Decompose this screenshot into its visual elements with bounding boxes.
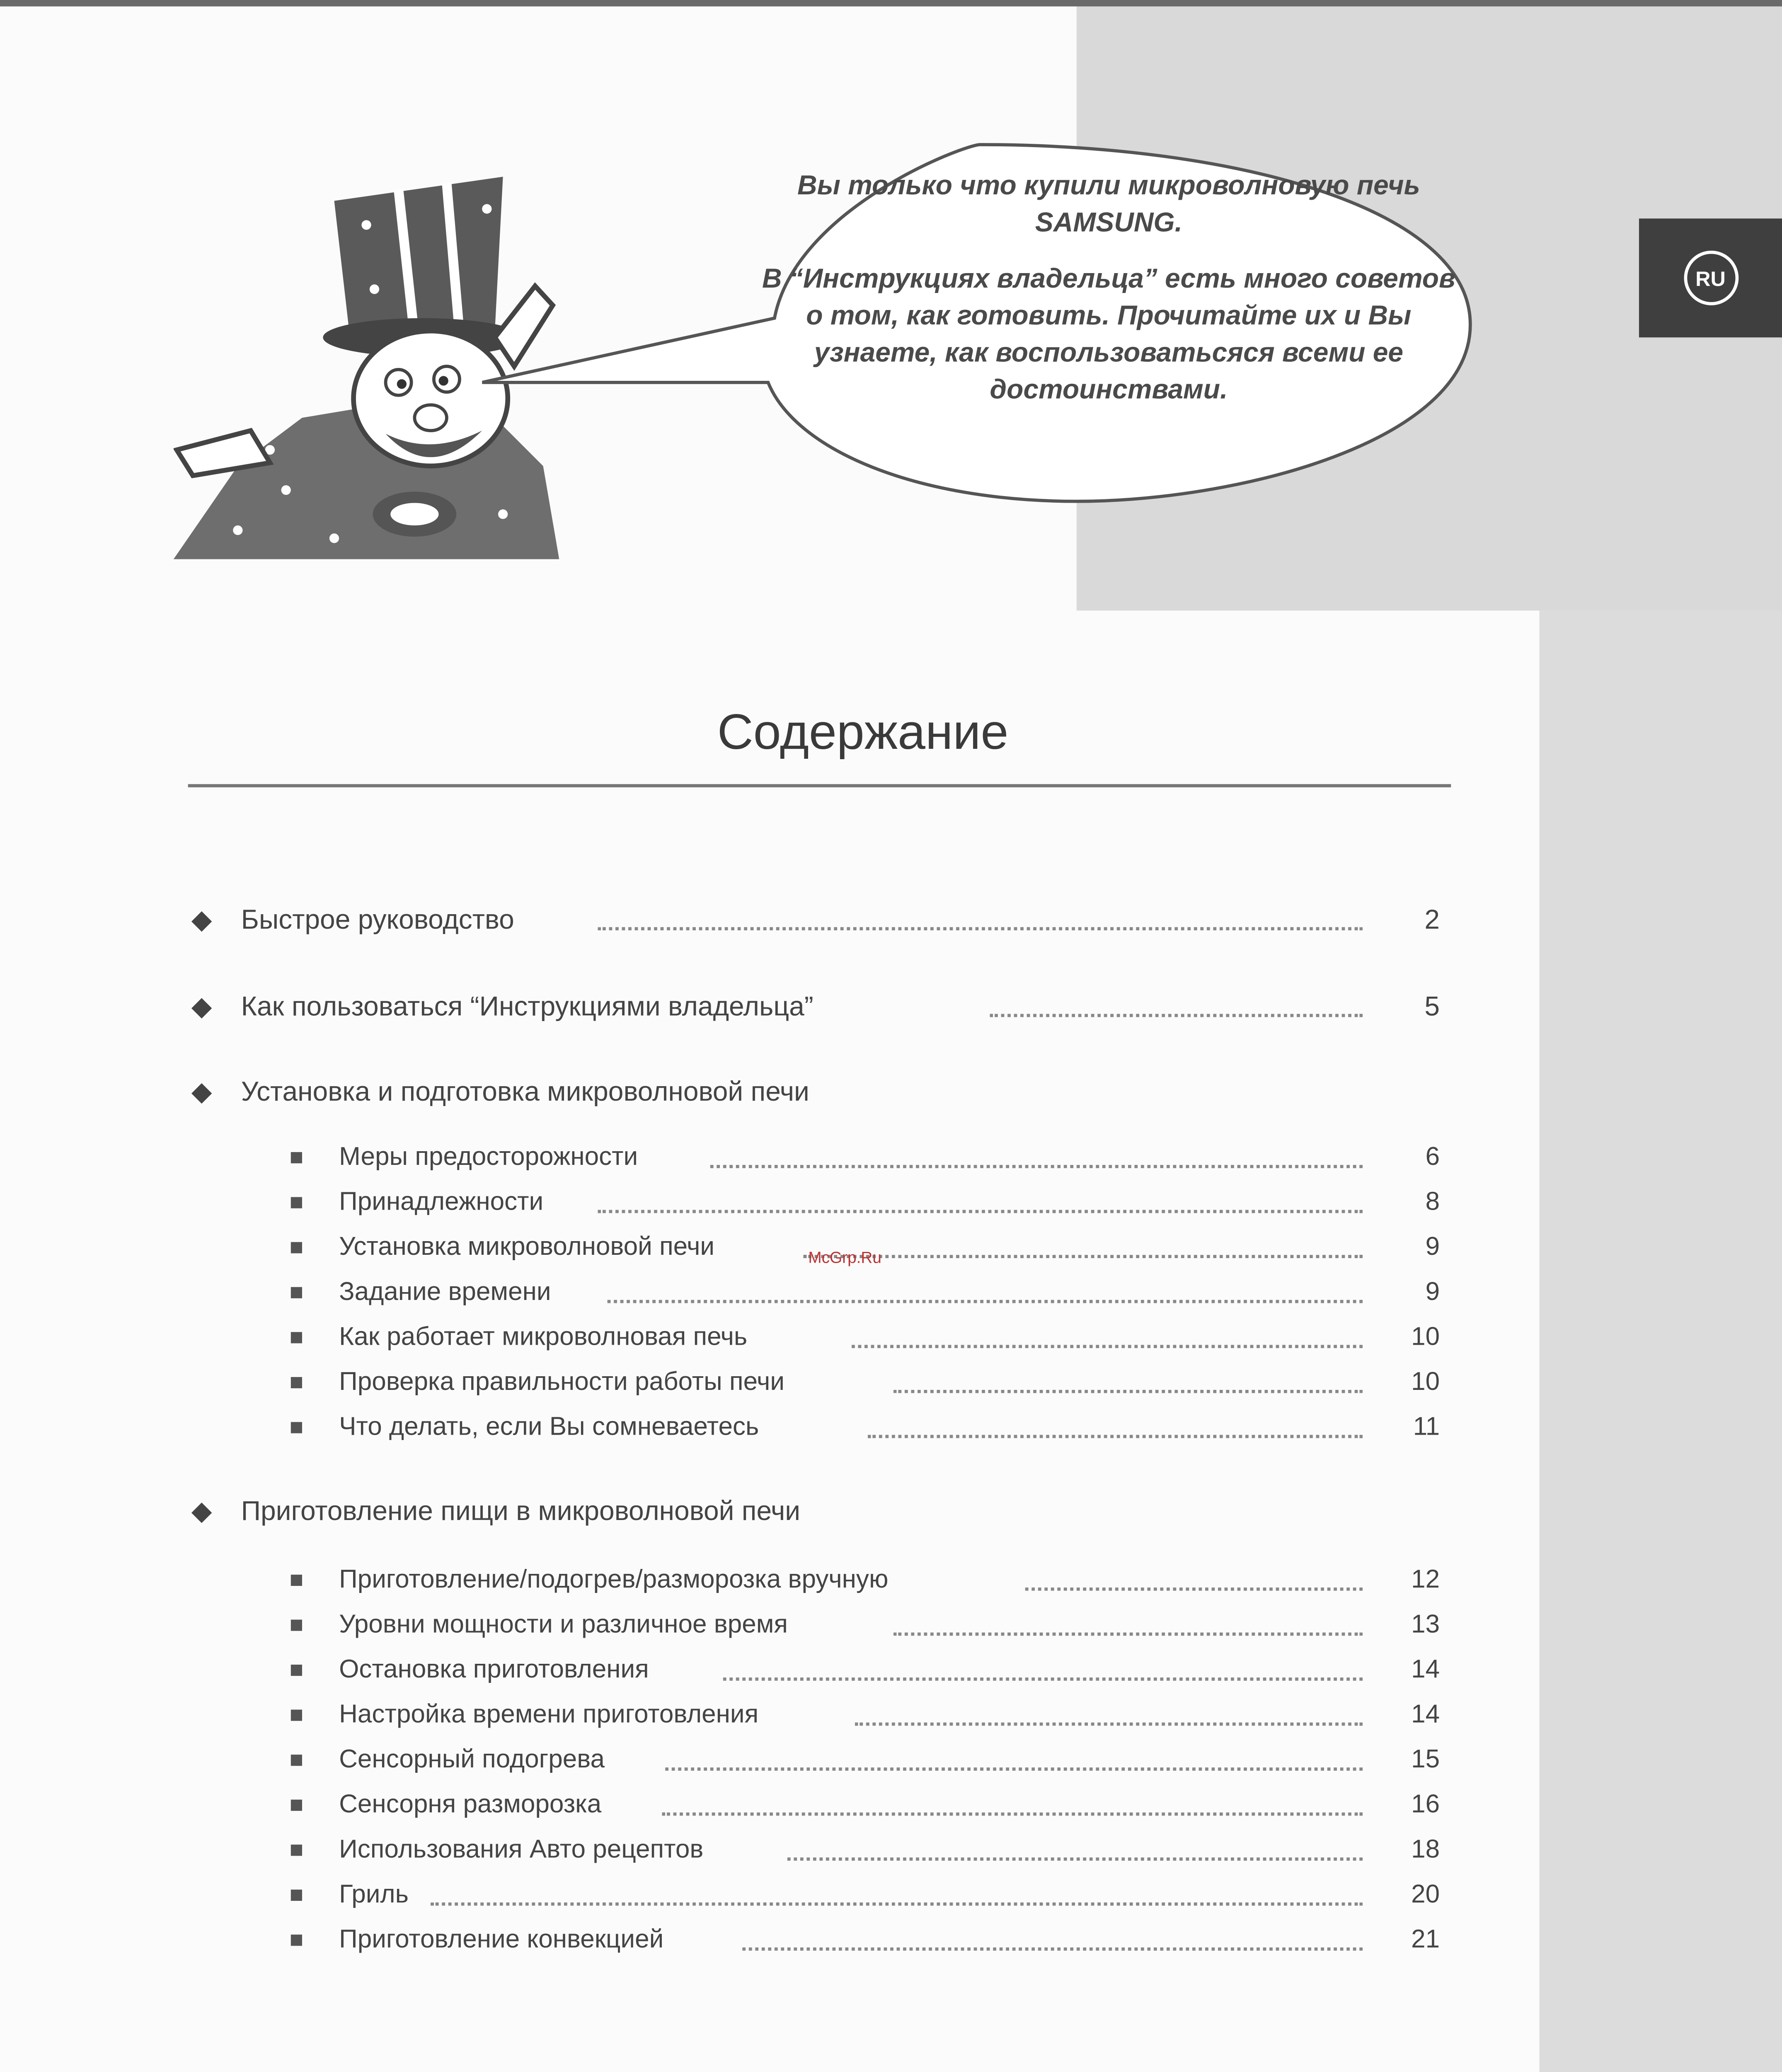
toc-subitem[interactable]: [0, 1875, 1782, 1917]
square-bullet-icon: [291, 1332, 302, 1343]
toc-title: Содержание: [717, 704, 1009, 760]
diamond-bullet-icon: [191, 1503, 212, 1523]
toc-item-page: 6: [1425, 1144, 1440, 1172]
toc-item-page: 16: [1411, 1791, 1440, 1819]
toc-subitem[interactable]: [0, 1560, 1782, 1602]
toc-subitem[interactable]: [0, 1138, 1782, 1179]
toc-subitem[interactable]: [0, 1650, 1782, 1692]
toc-subitem[interactable]: [0, 1183, 1782, 1225]
language-tab: [1639, 218, 1782, 337]
square-bullet-icon: [291, 1934, 302, 1946]
toc-item-page: 20: [1411, 1881, 1440, 1909]
square-bullet-icon: [291, 1800, 302, 1811]
toc-item-label: Проверка правильности работы печи: [339, 1369, 785, 1397]
toc-item-label: Сенсорный подогрева: [339, 1746, 605, 1774]
toc-subitem[interactable]: [0, 1408, 1782, 1450]
toc-subitem[interactable]: [0, 1227, 1782, 1269]
toc-subitem[interactable]: [0, 1920, 1782, 1962]
toc-item-page: 8: [1425, 1189, 1440, 1217]
toc-item-label: Остановка приготовления: [339, 1656, 649, 1684]
diamond-bullet-icon: [191, 911, 212, 932]
toc-item-label: Задание времени: [339, 1279, 551, 1307]
toc-item-label: Как пользоваться “Инструкциями владельца”: [241, 991, 814, 1022]
dot-leader: [608, 1300, 1363, 1303]
toc-item-label: Как работает микроволновая печь: [339, 1324, 748, 1351]
toc-item[interactable]: [0, 987, 1782, 1029]
square-bullet-icon: [291, 1755, 302, 1766]
toc-item-label: Использования Авто рецептов: [339, 1836, 704, 1864]
toc-item-label: Приготовление/подогрев/разморозка вручную: [339, 1566, 889, 1594]
toc-item-page: 11: [1413, 1414, 1440, 1442]
intro-text: [755, 167, 1462, 408]
square-bullet-icon: [291, 1197, 302, 1208]
square-bullet-icon: [291, 1890, 302, 1901]
toc-item-page: 14: [1411, 1702, 1440, 1729]
toc-section-heading: [0, 1491, 1782, 1533]
intro-paragraph-2: В “Инструкциях владельца” есть много советов о том, как готовить. Прочитайте их и Вы узнаете, как воспользоватьсяся всеми ее достоинствами.: [762, 263, 1455, 405]
toc-item-page: 15: [1411, 1746, 1440, 1774]
toc-item-label: Сенсорня разморозка: [339, 1791, 602, 1819]
toc-item-label: Уровни мощности и различное время: [339, 1612, 788, 1639]
square-bullet-icon: [291, 1422, 302, 1433]
toc-item-page: 9: [1425, 1234, 1440, 1261]
toc-section-label: Приготовление пищи в микроволновой печи: [241, 1496, 801, 1527]
toc-item-page: 9: [1425, 1279, 1440, 1307]
toc-subitem[interactable]: [0, 1317, 1782, 1359]
toc-subitem[interactable]: [0, 1363, 1782, 1404]
toc-item-label: Меры предосторожности: [339, 1144, 638, 1172]
watermark-text: McGrp.Ru: [808, 1250, 881, 1268]
top-border: [0, 0, 1782, 7]
toc-item-page: 12: [1411, 1566, 1440, 1594]
toc-item-page: 10: [1411, 1369, 1440, 1397]
square-bullet-icon: [291, 1377, 302, 1388]
dot-leader: [710, 1165, 1363, 1168]
toc-section-heading: [0, 1072, 1782, 1113]
toc-item-label: Что делать, если Вы сомневаетесь: [339, 1414, 759, 1442]
square-bullet-icon: [291, 1619, 302, 1631]
dot-leader: [742, 1947, 1363, 1951]
toc-item-label: Быстрое руководство: [241, 904, 514, 935]
dot-leader: [723, 1677, 1363, 1681]
toc-subitem[interactable]: [0, 1740, 1782, 1782]
dot-leader: [855, 1723, 1363, 1726]
toc-item-label: Принадлежности: [339, 1189, 544, 1217]
toc-item-label: Гриль: [339, 1881, 409, 1909]
dot-leader: [662, 1813, 1363, 1816]
toc-item-page: 5: [1424, 991, 1440, 1022]
dot-leader: [990, 1014, 1363, 1017]
dot-leader: [665, 1767, 1363, 1771]
square-bullet-icon: [291, 1575, 302, 1586]
square-bullet-icon: [291, 1152, 302, 1163]
toc-item-page: 10: [1411, 1324, 1440, 1351]
toc-item-page: 18: [1411, 1836, 1440, 1864]
toc-item-label: Настройка времени приготовления: [339, 1702, 759, 1729]
dot-leader: [852, 1345, 1363, 1348]
square-bullet-icon: [291, 1665, 302, 1676]
toc-subitem[interactable]: [0, 1605, 1782, 1647]
square-bullet-icon: [291, 1242, 302, 1253]
dot-leader: [1025, 1588, 1363, 1591]
toc-subitem[interactable]: [0, 1695, 1782, 1737]
dot-leader: [787, 1857, 1363, 1861]
square-bullet-icon: [291, 1844, 302, 1856]
toc-subitem[interactable]: [0, 1273, 1782, 1314]
toc-item-page: 21: [1411, 1927, 1440, 1954]
toc-section-label: Установка и подготовка микроволновой печи: [241, 1076, 809, 1107]
square-bullet-icon: [291, 1710, 302, 1721]
dot-leader: [893, 1632, 1363, 1636]
diamond-bullet-icon: [191, 998, 212, 1018]
dot-leader: [804, 1255, 1363, 1258]
intro-paragraph-1: Вы только что купили микроволновую печь SAMSUNG.: [797, 170, 1420, 238]
language-badge: RU: [1683, 251, 1738, 305]
toc-item-label: Приготовление конвекцией: [339, 1927, 664, 1954]
toc-item-label: Установка микроволновой печи: [339, 1234, 715, 1261]
toc-item-page: 14: [1411, 1656, 1440, 1684]
toc-subitem[interactable]: [0, 1830, 1782, 1872]
toc-item[interactable]: [0, 900, 1782, 942]
diamond-bullet-icon: [191, 1083, 212, 1104]
dot-leader: [598, 927, 1363, 930]
dot-leader: [431, 1903, 1363, 1906]
dot-leader: [893, 1390, 1363, 1393]
dot-leader: [598, 1210, 1363, 1213]
dot-leader: [868, 1435, 1363, 1438]
square-bullet-icon: [291, 1287, 302, 1298]
title-divider: [188, 784, 1451, 787]
toc-subitem[interactable]: [0, 1785, 1782, 1827]
toc-item-page: 13: [1411, 1612, 1440, 1639]
toc-item-page: 2: [1424, 904, 1440, 935]
